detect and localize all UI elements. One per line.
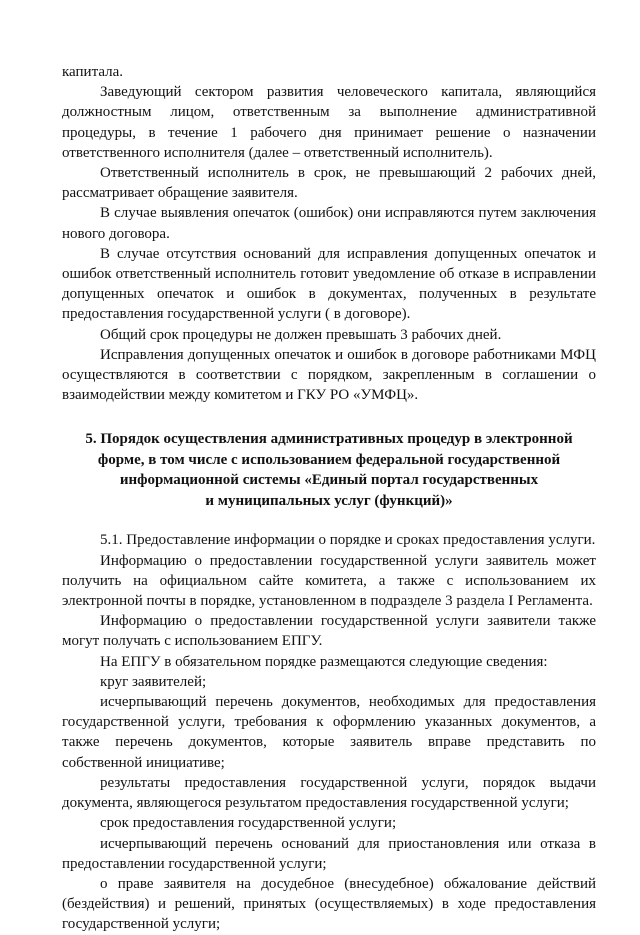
paragraph-info-epgu: Информацию о предоставлении государственной услуги заявители также могут получать с использованием ЕПГУ. xyxy=(62,613,596,650)
paragraph-continuation: капитала. xyxy=(62,64,123,80)
list-item: исчерпывающий перечень документов, необходимых для предоставления государственной услуги, требования к оформлению указанных документов, а также перечень документов, которые заявитель вправе представить по собственной инициативе; xyxy=(62,694,596,771)
paragraph-mfc-corrections: Исправления допущенных опечаток и ошибок в договоре работниками МФЦ осуществляются в соответствии с порядком, закрепленным в соглашении о взаимодействии между комитетом и ГКУ РО «УМФЦ». xyxy=(62,346,596,404)
list-item: результаты предоставления государственной услуги, порядок выдачи документа, являющегося результатом предоставления государственной услуги; xyxy=(62,774,596,812)
document-page xyxy=(62,62,596,935)
section-heading-line: и муниципальных услуг (функций)» xyxy=(205,492,453,509)
list-item: о праве заявителя на досудебное (внесудебное) обжалование действий (бездействия) и решений, принятых (осуществляемых) в ходе предоставления государственной услуги; xyxy=(62,875,596,933)
paragraph-epgu-info-list-intro: На ЕПГУ в обязательном порядке размещаются следующие сведения: xyxy=(100,653,548,670)
list-item: срок предоставления государственной услуги; xyxy=(100,815,397,832)
section-heading-line: форме, в том числе с использованием федеральной государственной xyxy=(97,451,561,468)
section-heading xyxy=(62,429,596,511)
paragraph-typo-correction: В случае выявления опечаток (ошибок) они исправляются путем заключения нового договора. xyxy=(62,205,596,242)
list-item: исчерпывающий перечень оснований для приостановления или отказа в предоставлении государственной услуги; xyxy=(62,835,596,872)
paragraph-total-term: Общий срок процедуры не должен превышать 3 рабочих дней. xyxy=(100,326,502,343)
paragraph-executor-review: Ответственный исполнитель в срок, не превышающий 2 рабочих дней, рассматривает обращение заявителя. xyxy=(62,165,596,202)
paragraph-info-official-site: Информацию о предоставлении государственной услуги заявитель может получить на официальном сайте комитета, а также с использованием их электронной почты в порядке, установленном в подразделе 3 раздела I Регламента. xyxy=(62,552,596,610)
paragraph-subsection-5-1: 5.1. Предоставление информации о порядке и сроках предоставления услуги. xyxy=(100,532,596,549)
list-item: круг заявителей; xyxy=(100,673,207,690)
section-heading-line: информационной системы «Единый портал государственных xyxy=(119,472,539,489)
section-heading-line: 5. Порядок осуществления административных процедур в электронной xyxy=(85,431,573,448)
paragraph-head-of-sector: Заведующий сектором развития человеческого капитала, являющийся должностным лицом, ответственным за выполнение административной процедуры, в течение 1 рабочего дня принимает решение о назначении ответственного исполнителя (далее – ответственный исполнитель). xyxy=(62,84,596,161)
paragraph-refusal-notice: В случае отсутствия оснований для исправления допущенных опечаток и ошибок ответственный исполнитель готовит уведомление об отказе в исправлении допущенных опечаток и ошибок в документах, полученных в результате предоставления государственной услуги ( в договоре). xyxy=(62,245,596,323)
